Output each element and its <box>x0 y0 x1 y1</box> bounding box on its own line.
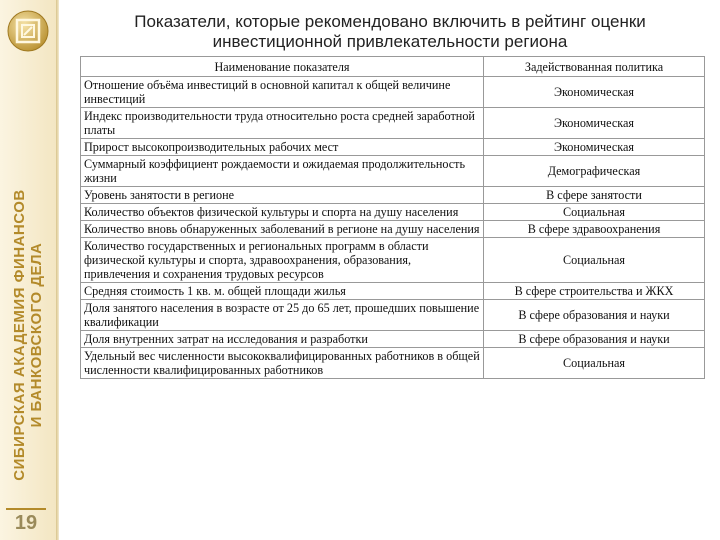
indicators-table <box>80 56 705 379</box>
policy-cell: В сфере строительства и ЖКХ <box>484 283 705 300</box>
table-row <box>81 204 705 221</box>
policy-cell: Социальная <box>484 238 705 283</box>
table-row <box>81 156 705 187</box>
organization-name <box>11 135 45 535</box>
table-row <box>81 283 705 300</box>
indicator-cell: Уровень занятости в регионе <box>81 187 484 204</box>
policy-cell: В сфере образования и науки <box>484 300 705 331</box>
indicator-cell: Индекс производительности труда относительно роста средней заработной платы <box>81 108 484 139</box>
indicator-cell: Отношение объёма инвестиций в основной капитал к общей величине инвестиций <box>81 77 484 108</box>
table-row <box>81 139 705 156</box>
sidebar-divider <box>56 0 59 540</box>
policy-cell: Экономическая <box>484 77 705 108</box>
policy-cell: В сфере занятости <box>484 187 705 204</box>
table-row <box>81 187 705 204</box>
policy-cell: В сфере образования и науки <box>484 331 705 348</box>
indicator-cell: Количество объектов физической культуры и спорта на душу населения <box>81 204 484 221</box>
organization-name-line2: И БАНКОВСКОГО ДЕЛА <box>28 242 45 428</box>
column-header-policy: Задействованная политика <box>484 57 705 77</box>
sidebar <box>0 0 56 540</box>
academy-logo-icon <box>7 10 49 52</box>
policy-cell: Демографическая <box>484 156 705 187</box>
slide-title-line2: инвестиционной привлекательности региона <box>212 32 568 51</box>
table-row <box>81 108 705 139</box>
organization-name-line1: СИБИРСКАЯ АКАДЕМИЯ ФИНАНСОВ <box>11 189 28 481</box>
table-row <box>81 348 705 379</box>
indicator-cell: Удельный вес численности высококвалифицированных работников в общей численности квалифицированных работников <box>81 348 484 379</box>
indicator-cell: Количество вновь обнаруженных заболеваний в регионе на душу населения <box>81 221 484 238</box>
indicator-cell: Прирост высокопроизводительных рабочих мест <box>81 139 484 156</box>
table-row <box>81 238 705 283</box>
indicator-cell: Доля внутренних затрат на исследования и разработки <box>81 331 484 348</box>
indicator-cell: Количество государственных и региональных программ в области физической культуры и спорта, здравоохранения, образования, привлечения и сохранения трудовых ресурсов <box>81 238 484 283</box>
indicator-cell: Средняя стоимость 1 кв. м. общей площади жилья <box>81 283 484 300</box>
policy-cell: В сфере здравоохранения <box>484 221 705 238</box>
policy-cell: Экономическая <box>484 108 705 139</box>
table-row <box>81 300 705 331</box>
page-number: 19 <box>6 508 46 536</box>
slide-title-line1: Показатели, которые рекомендовано включить в рейтинг оценки <box>134 12 646 31</box>
indicator-cell: Суммарный коэффициент рождаемости и ожидаемая продолжительность жизни <box>81 156 484 187</box>
slide-title <box>70 12 710 52</box>
table-row <box>81 77 705 108</box>
policy-cell: Экономическая <box>484 139 705 156</box>
policy-cell: Социальная <box>484 204 705 221</box>
table-row <box>81 221 705 238</box>
table-header-row <box>81 57 705 77</box>
indicator-cell: Доля занятого населения в возрасте от 25 до 65 лет, прошедших повышение квалификации <box>81 300 484 331</box>
column-header-indicator: Наименование показателя <box>81 57 484 77</box>
policy-cell: Социальная <box>484 348 705 379</box>
table-row <box>81 331 705 348</box>
